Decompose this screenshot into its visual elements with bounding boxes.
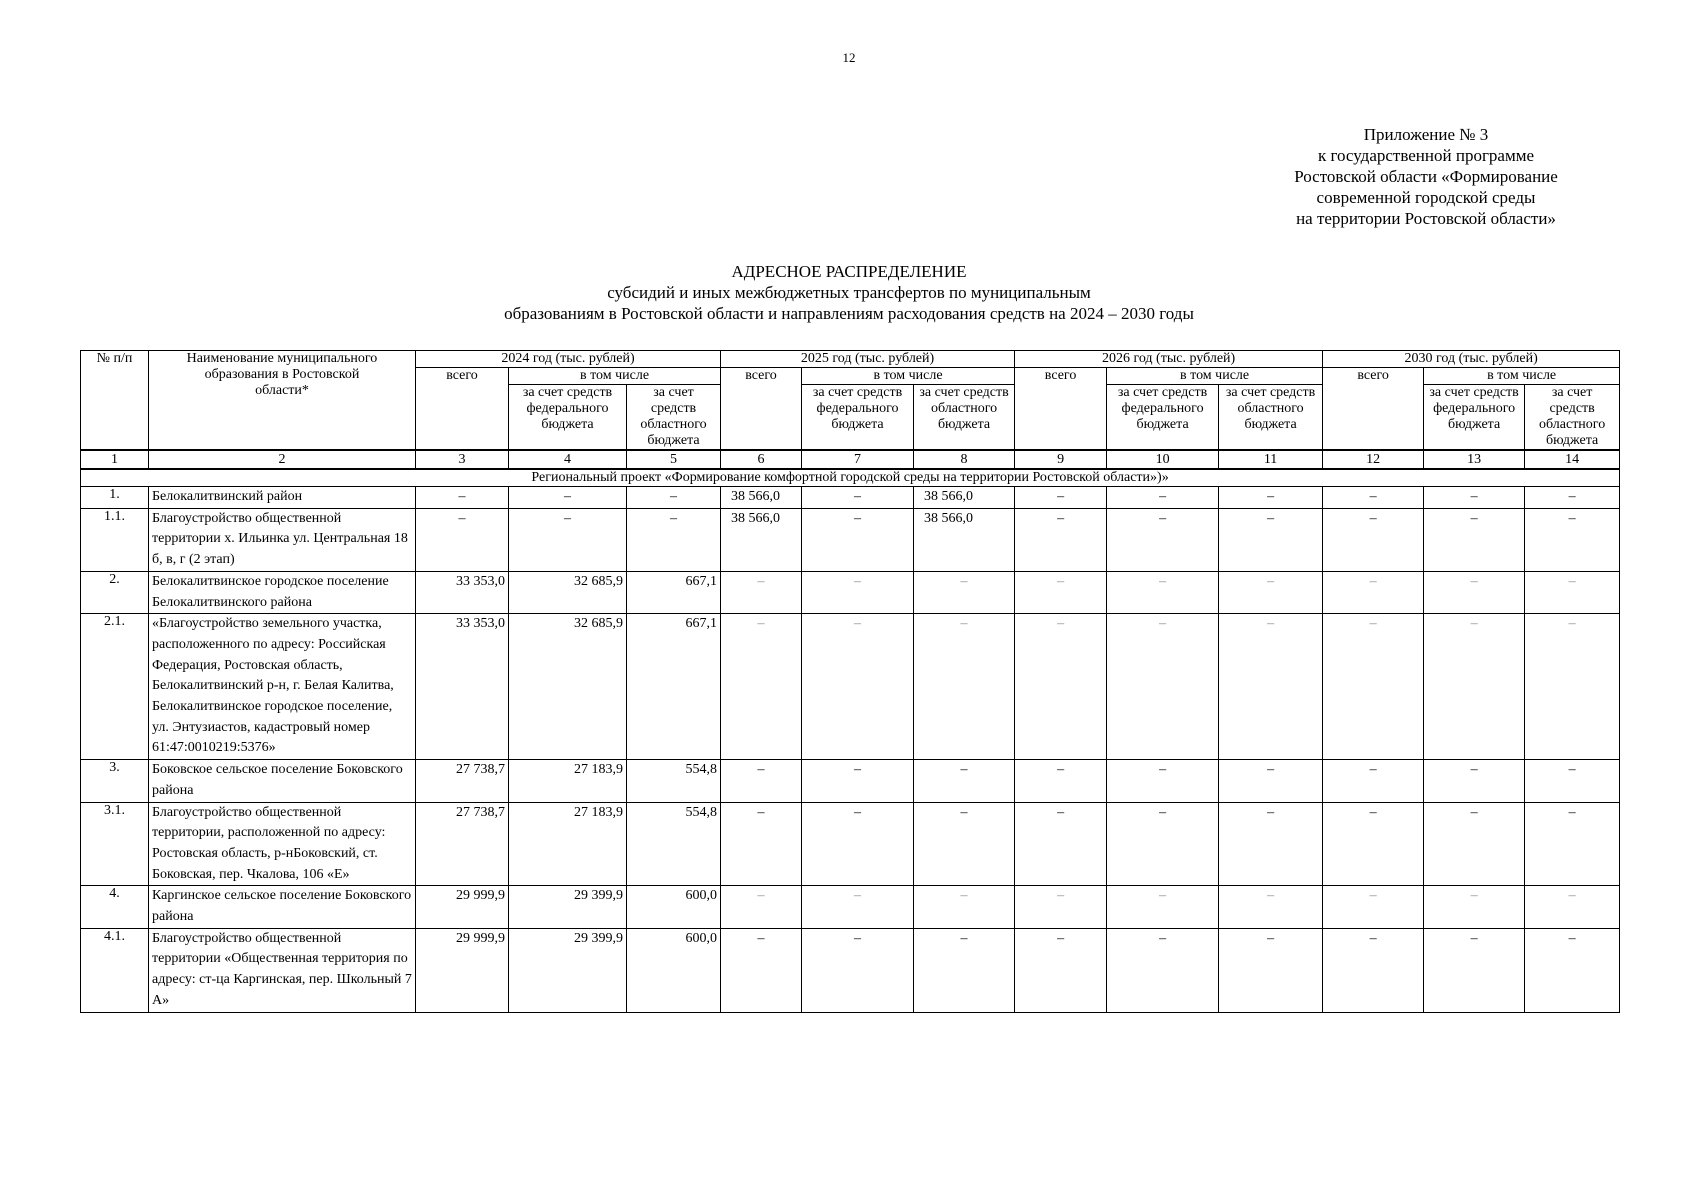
row-number: 1. bbox=[81, 487, 149, 509]
row-name: Каргинское сельское поселение Боковского района bbox=[149, 886, 416, 928]
cell-value: – bbox=[1323, 571, 1424, 613]
row-name: Белокалитвинский район bbox=[149, 487, 416, 509]
cell-value: – bbox=[1107, 571, 1219, 613]
row-number: 1.1. bbox=[81, 508, 149, 571]
cell-value: 29 399,9 bbox=[509, 886, 627, 928]
cell-value: – bbox=[1015, 886, 1107, 928]
cell-value: – bbox=[1424, 487, 1525, 509]
cell-value: 33 353,0 bbox=[416, 571, 509, 613]
project-row bbox=[81, 469, 1620, 487]
cell-value: 38 566,0 bbox=[914, 487, 1015, 509]
cell-value: 38 566,0 bbox=[914, 508, 1015, 571]
cell-value: – bbox=[1219, 760, 1323, 802]
header-regional: за счет средств областного бюджета bbox=[1525, 385, 1620, 451]
cell-value: 33 353,0 bbox=[416, 614, 509, 760]
cell-value: 27 738,7 bbox=[416, 760, 509, 802]
cell-value: 32 685,9 bbox=[509, 571, 627, 613]
column-number: 8 bbox=[914, 450, 1015, 469]
row-name: Благоустройство общественной территории «Общественная территория по адресу: ст-ца Каргинская, пер. Школьный 7 А» bbox=[149, 928, 416, 1012]
cell-value: – bbox=[1015, 614, 1107, 760]
cell-value: – bbox=[1424, 508, 1525, 571]
header-federal: за счет средств федерального бюджета bbox=[509, 385, 627, 451]
cell-value: – bbox=[802, 487, 914, 509]
cell-value: 27 738,7 bbox=[416, 802, 509, 886]
table-row bbox=[81, 886, 1620, 928]
project-title: Региональный проект «Формирование комфортной городской среды на территории Ростовской области»)» bbox=[81, 469, 1620, 487]
cell-value: – bbox=[1424, 760, 1525, 802]
cell-value: – bbox=[1219, 802, 1323, 886]
row-number: 2.1. bbox=[81, 614, 149, 760]
cell-value: – bbox=[1525, 487, 1620, 509]
cell-value: – bbox=[1219, 571, 1323, 613]
cell-value: 38 566,0 bbox=[721, 487, 802, 509]
header-federal: за счет средств федерального бюджета bbox=[1424, 385, 1525, 451]
header-year: 2025 год (тыс. рублей) bbox=[721, 351, 1015, 368]
header-including: в том числе bbox=[802, 368, 1015, 385]
header-year: 2030 год (тыс. рублей) bbox=[1323, 351, 1620, 368]
column-numbers-row bbox=[81, 450, 1620, 469]
cell-value: 600,0 bbox=[627, 928, 721, 1012]
row-name: «Благоустройство земельного участка, расположенного по адресу: Российская Федерация, Ростовская область, Белокалитвинский р-н, г. Белая Калитва, Белокалитвинское городское поселение, ул. Энтузиастов, кадастровый номер 61:47:0010219:5376» bbox=[149, 614, 416, 760]
header-year: 2026 год (тыс. рублей) bbox=[1015, 351, 1323, 368]
cell-value: – bbox=[1424, 928, 1525, 1012]
cell-value: – bbox=[416, 487, 509, 509]
cell-value: – bbox=[1219, 886, 1323, 928]
cell-value: – bbox=[1323, 508, 1424, 571]
distribution-table bbox=[80, 350, 1620, 1013]
cell-value: – bbox=[802, 928, 914, 1012]
table-row bbox=[81, 614, 1620, 760]
cell-value: – bbox=[1015, 571, 1107, 613]
table-row bbox=[81, 928, 1620, 1012]
column-number: 2 bbox=[149, 450, 416, 469]
header-name: Наименование муниципального образования в Ростовской области* bbox=[149, 351, 416, 451]
cell-value: – bbox=[721, 886, 802, 928]
cell-value: – bbox=[914, 760, 1015, 802]
row-name: Боковское сельское поселение Боковского района bbox=[149, 760, 416, 802]
appendix-line: Ростовской области «Формирование bbox=[1294, 167, 1558, 186]
cell-value: – bbox=[1015, 487, 1107, 509]
cell-value: – bbox=[1424, 802, 1525, 886]
cell-value: – bbox=[1323, 802, 1424, 886]
row-number: 4.1. bbox=[81, 928, 149, 1012]
cell-value: – bbox=[1525, 508, 1620, 571]
column-number: 11 bbox=[1219, 450, 1323, 469]
row-number: 3.1. bbox=[81, 802, 149, 886]
header-regional: за счет средств областного бюджета bbox=[627, 385, 721, 451]
column-number: 9 bbox=[1015, 450, 1107, 469]
cell-value: – bbox=[802, 571, 914, 613]
cell-value: – bbox=[1525, 614, 1620, 760]
cell-value: – bbox=[1219, 614, 1323, 760]
cell-value: – bbox=[914, 571, 1015, 613]
cell-value: – bbox=[914, 802, 1015, 886]
column-number: 7 bbox=[802, 450, 914, 469]
cell-value: – bbox=[627, 508, 721, 571]
column-number: 3 bbox=[416, 450, 509, 469]
appendix-block bbox=[1246, 124, 1606, 229]
page-number: 12 bbox=[842, 50, 856, 65]
cell-value: – bbox=[509, 508, 627, 571]
cell-value: – bbox=[802, 614, 914, 760]
cell-value: 27 183,9 bbox=[509, 760, 627, 802]
table-row bbox=[81, 802, 1620, 886]
cell-value: 32 685,9 bbox=[509, 614, 627, 760]
cell-value: – bbox=[721, 760, 802, 802]
cell-value: – bbox=[1107, 508, 1219, 571]
title-line: АДРЕСНОЕ РАСПРЕДЕЛЕНИЕ bbox=[731, 262, 967, 281]
cell-value: – bbox=[1525, 571, 1620, 613]
header-total: всего bbox=[1015, 368, 1107, 451]
cell-value: – bbox=[1323, 614, 1424, 760]
cell-value: – bbox=[914, 614, 1015, 760]
row-number: 3. bbox=[81, 760, 149, 802]
cell-value: – bbox=[1107, 802, 1219, 886]
cell-value: – bbox=[1323, 886, 1424, 928]
cell-value: – bbox=[721, 802, 802, 886]
header-total: всего bbox=[416, 368, 509, 451]
header-year: 2024 год (тыс. рублей) bbox=[416, 351, 721, 368]
row-name: Благоустройство общественной территории х. Ильинка ул. Центральная 18 б, в, г (2 этап) bbox=[149, 508, 416, 571]
cell-value: 554,8 bbox=[627, 760, 721, 802]
table-row bbox=[81, 571, 1620, 613]
header-including: в том числе bbox=[1424, 368, 1620, 385]
cell-value: – bbox=[1219, 487, 1323, 509]
cell-value: – bbox=[721, 614, 802, 760]
appendix-line: Приложение № 3 bbox=[1363, 125, 1489, 144]
appendix-line: на территории Ростовской области» bbox=[1296, 209, 1556, 228]
column-number: 4 bbox=[509, 450, 627, 469]
title-line: субсидий и иных межбюджетных трансфертов по муниципальным bbox=[607, 283, 1091, 302]
cell-value: – bbox=[1525, 886, 1620, 928]
header-including: в том числе bbox=[509, 368, 721, 385]
row-name: Белокалитвинское городское поселение Белокалитвинского района bbox=[149, 571, 416, 613]
header-no: № п/п bbox=[81, 351, 149, 451]
column-number: 5 bbox=[627, 450, 721, 469]
cell-value: – bbox=[1015, 928, 1107, 1012]
cell-value: – bbox=[1015, 508, 1107, 571]
column-number: 6 bbox=[721, 450, 802, 469]
cell-value: – bbox=[1525, 760, 1620, 802]
cell-value: – bbox=[802, 760, 914, 802]
table-row bbox=[81, 760, 1620, 802]
row-number: 4. bbox=[81, 886, 149, 928]
cell-value: – bbox=[1107, 487, 1219, 509]
cell-value: – bbox=[914, 928, 1015, 1012]
column-number: 13 bbox=[1424, 450, 1525, 469]
cell-value: – bbox=[1219, 928, 1323, 1012]
row-name: Благоустройство общественной территории, расположенной по адресу: Ростовская область, р-нБоковский, ст. Боковская, пер. Чкалова, 106 «Е» bbox=[149, 802, 416, 886]
cell-value: – bbox=[802, 886, 914, 928]
cell-value: – bbox=[1015, 760, 1107, 802]
cell-value: – bbox=[1107, 614, 1219, 760]
header-total: всего bbox=[1323, 368, 1424, 451]
cell-value: – bbox=[1424, 571, 1525, 613]
document-title bbox=[0, 261, 1698, 324]
table-row bbox=[81, 487, 1620, 509]
cell-value: – bbox=[1525, 802, 1620, 886]
cell-value: – bbox=[1424, 886, 1525, 928]
cell-value: – bbox=[914, 886, 1015, 928]
header-regional: за счет средств областного бюджета bbox=[914, 385, 1015, 451]
cell-value: – bbox=[1219, 508, 1323, 571]
cell-value: – bbox=[1107, 928, 1219, 1012]
cell-value: – bbox=[509, 487, 627, 509]
cell-value: – bbox=[1107, 886, 1219, 928]
header-federal: за счет средств федерального бюджета bbox=[1107, 385, 1219, 451]
title-line: образованиям в Ростовской области и направлениям расходования средств на 2024 – 2030 годы bbox=[504, 304, 1194, 323]
header-federal: за счет средств федерального бюджета bbox=[802, 385, 914, 451]
cell-value: – bbox=[627, 487, 721, 509]
cell-value: 667,1 bbox=[627, 614, 721, 760]
cell-value: 554,8 bbox=[627, 802, 721, 886]
column-number: 1 bbox=[81, 450, 149, 469]
cell-value: 29 999,9 bbox=[416, 886, 509, 928]
column-number: 12 bbox=[1323, 450, 1424, 469]
cell-value: – bbox=[1323, 487, 1424, 509]
cell-value: – bbox=[802, 508, 914, 571]
cell-value: – bbox=[721, 571, 802, 613]
cell-value: 29 399,9 bbox=[509, 928, 627, 1012]
cell-value: 29 999,9 bbox=[416, 928, 509, 1012]
row-number: 2. bbox=[81, 571, 149, 613]
appendix-line: современной городской среды bbox=[1316, 188, 1536, 207]
header-total: всего bbox=[721, 368, 802, 451]
cell-value: – bbox=[1107, 760, 1219, 802]
cell-value: – bbox=[721, 928, 802, 1012]
cell-value: – bbox=[1323, 928, 1424, 1012]
header-regional: за счет средств областного бюджета bbox=[1219, 385, 1323, 451]
cell-value: – bbox=[1323, 760, 1424, 802]
cell-value: – bbox=[1015, 802, 1107, 886]
cell-value: 27 183,9 bbox=[509, 802, 627, 886]
cell-value: – bbox=[416, 508, 509, 571]
cell-value: 38 566,0 bbox=[721, 508, 802, 571]
cell-value: – bbox=[1424, 614, 1525, 760]
cell-value: – bbox=[802, 802, 914, 886]
cell-value: 667,1 bbox=[627, 571, 721, 613]
table-row bbox=[81, 508, 1620, 571]
header-including: в том числе bbox=[1107, 368, 1323, 385]
column-number: 14 bbox=[1525, 450, 1620, 469]
column-number: 10 bbox=[1107, 450, 1219, 469]
appendix-line: к государственной программе bbox=[1317, 146, 1535, 165]
cell-value: – bbox=[1525, 928, 1620, 1012]
cell-value: 600,0 bbox=[627, 886, 721, 928]
